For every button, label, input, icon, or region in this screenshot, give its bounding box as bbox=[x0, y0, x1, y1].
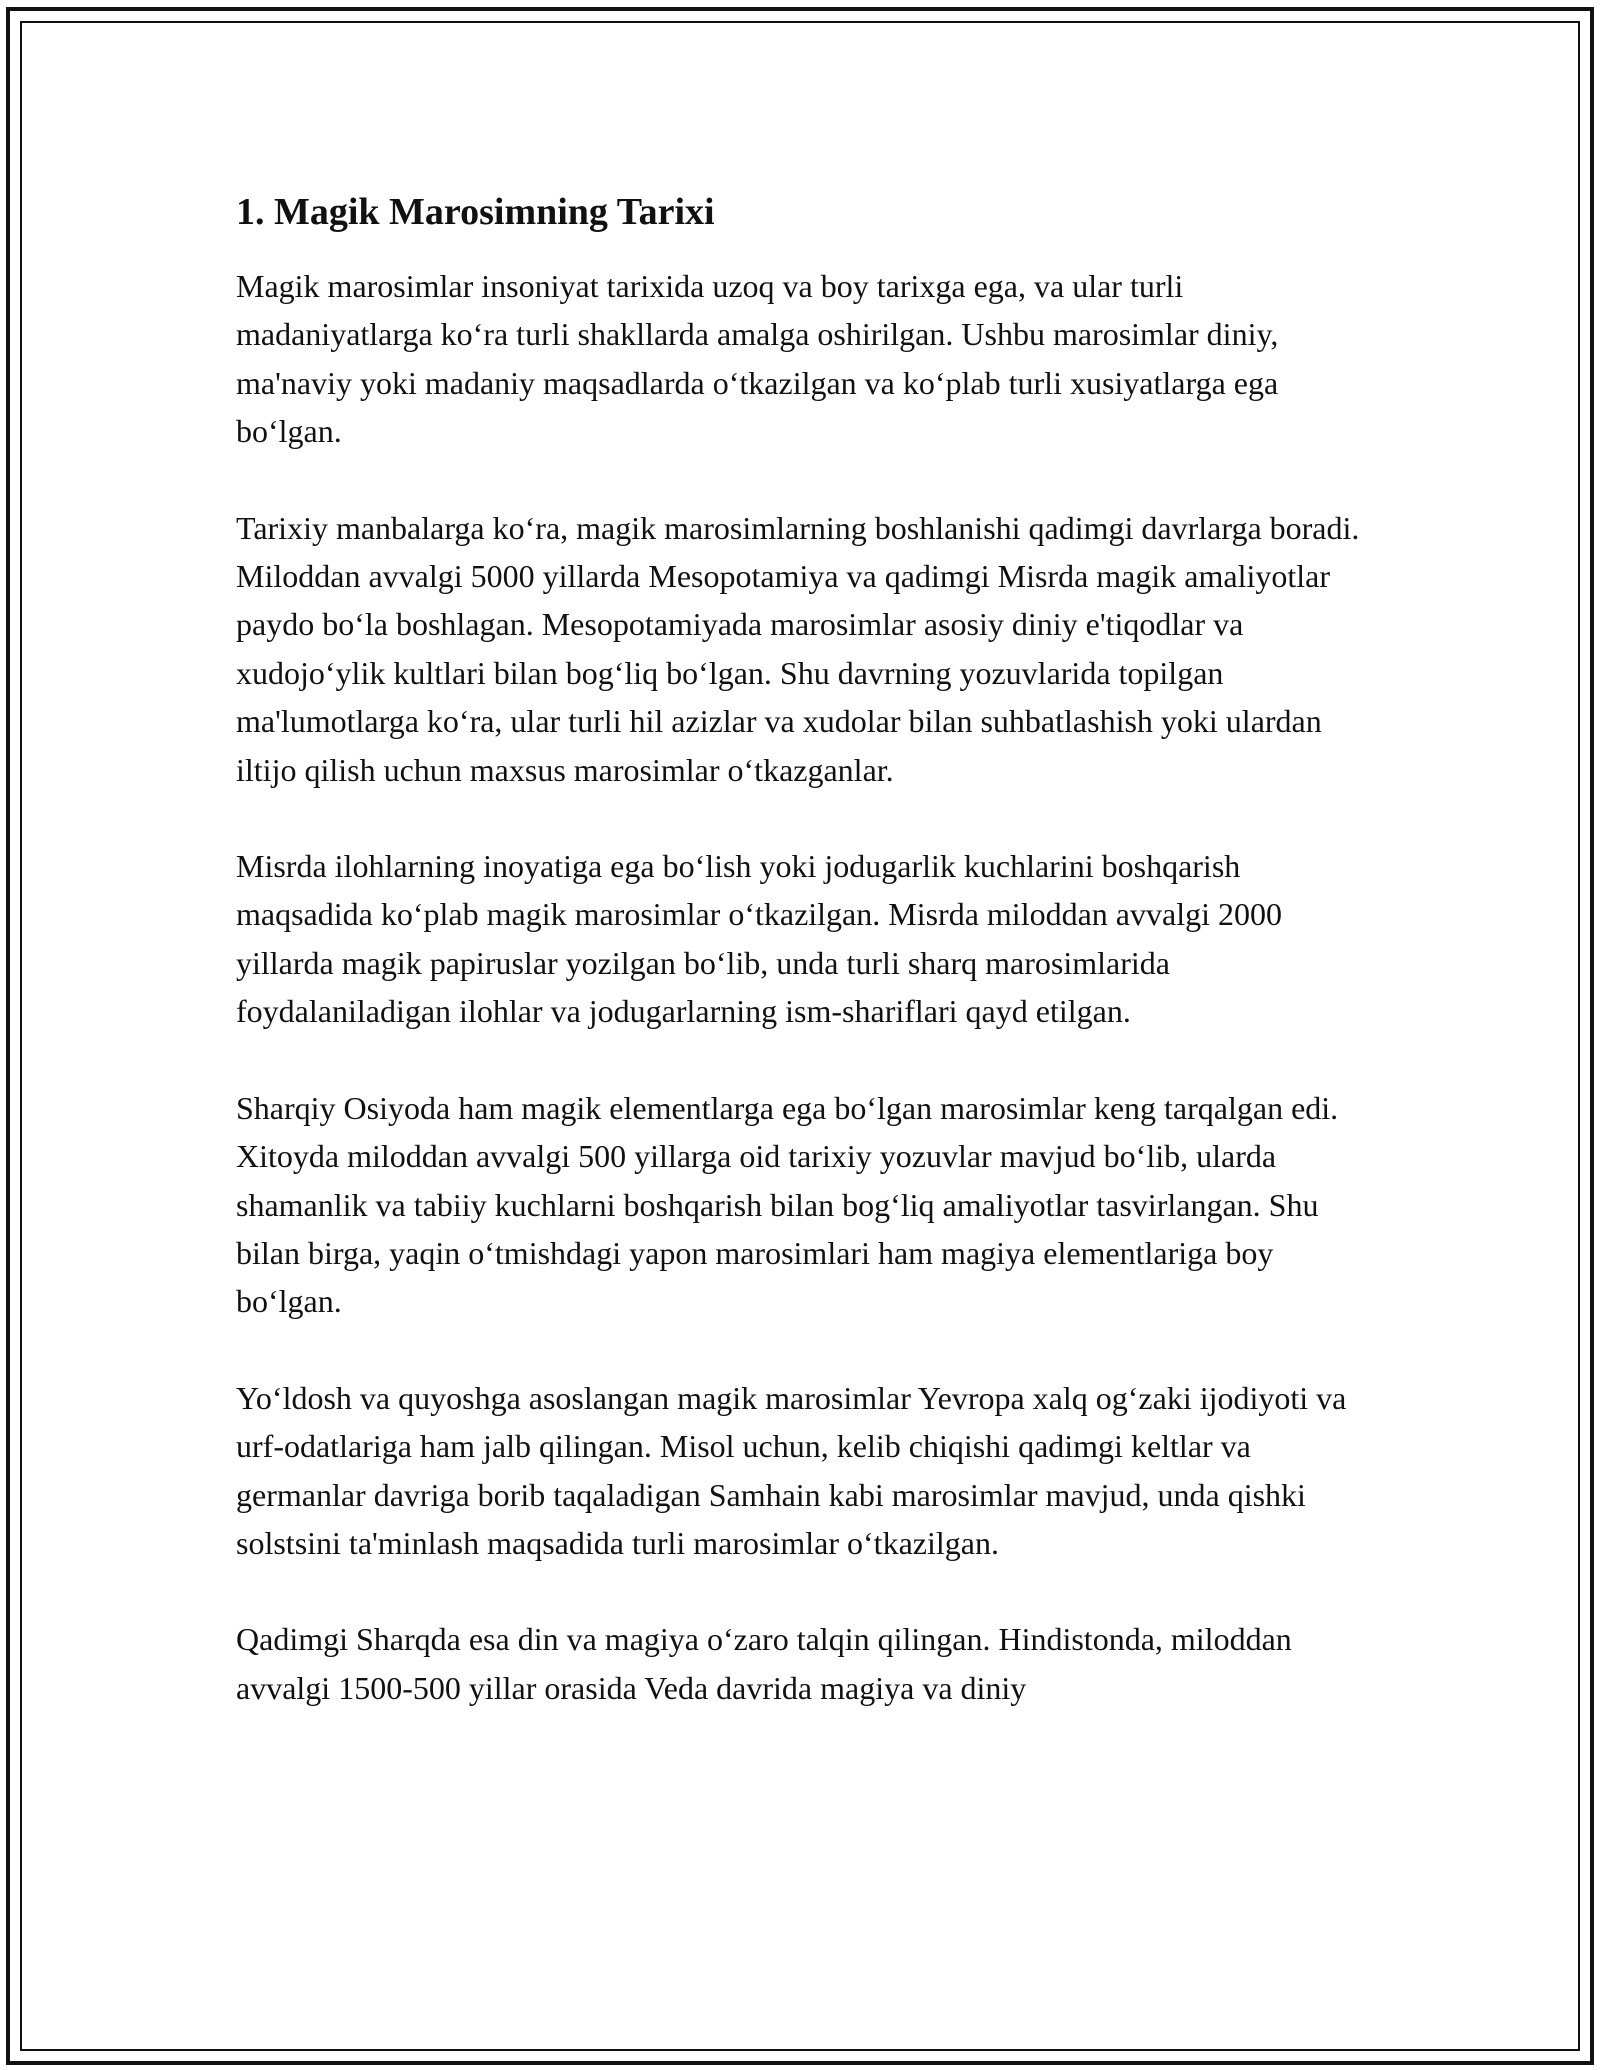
paragraph-1: Magik marosimlar insoniyat tarixida uzoq va boy tarixga ega, va ular turli madaniyatlarga ko‘ra turli shakllarda amalga oshirilgan. Ushbu marosimlar diniy, ma'naviy yoki madaniy maqsadlarda o‘tkazilgan va ko‘plab turli xusiyatlarga ega bo‘lgan. bbox=[236, 268, 1279, 450]
paragraph-2: Tarixiy manbalarga ko‘ra, magik marosimlarning boshlanishi qadimgi davrlarga boradi. Miloddan avvalgi 5000 yillarda Mesopotamiya va qadimgi Misrda magik amaliyotlar paydo bo‘la boshlagan. Mesopotamiyada marosimlar asosiy diniy e'tiqodlar va xudojo‘ylik kultlari bilan bog‘liq bo‘lgan. Shu davrning yozuvlarida topilgan ma'lumotlarga ko‘ra, ular turli hil azizlar va xudolar bilan suhbatlashish yoki ulardan iltijo qilish uchun maxsus marosimlar o‘tkazganlar. bbox=[236, 509, 1360, 788]
paragraph-4: Sharqiy Osiyoda ham magik elementlarga ega bo‘lgan marosimlar keng tarqalgan edi. Xitoyda miloddan avvalgi 500 yillarga oid tarixiy yozuvlar mavjud bo‘lib, ularda shamanlik va tabiiy kuchlarni boshqarish bilan bog‘liq amaliyotlar tasvirlangan. Shu bilan birga, yaqin o‘tmishdagi yapon marosimlari ham magiya elementlariga boy bo‘lgan. bbox=[236, 1089, 1339, 1320]
paragraph-5: Yo‘ldosh va quyoshga asoslangan magik marosimlar Yevropa xalq og‘zaki ijodiyoti va urf-odatlariga ham jalb qilingan. Misol uchun, kelib chiqishi qadimgi keltlar va germanlar davriga borib taqaladigan Samhain kabi marosimlar mavjud, unda qishki solstsini ta'minlash maqsadida turli marosimlar o‘tkazilgan. bbox=[236, 1379, 1347, 1561]
paragraph-6: Qadimgi Sharqda esa din va magiya o‘zaro talqin qilingan. Hindistonda, miloddan avvalgi 1500-500 yillar orasida Veda davrida magiya va diniy bbox=[236, 1621, 1292, 1706]
document-body bbox=[236, 188, 1376, 1760]
paragraph-3: Misrda ilohlarning inoyatiga ega bo‘lish yoki jodugarlik kuchlarini boshqarish maqsadida ko‘plab magik marosimlar o‘tkazilgan. Misrda miloddan avvalgi 2000 yillarda magik papiruslar yozilgan bo‘lib, unda turli sharq marosimlarida foydalaniladigan ilohlar va jodugarlarning ism-shariflari qayd etilgan. bbox=[236, 848, 1282, 1030]
section-heading: 1. Magik Marosimning Tarixi bbox=[236, 191, 715, 233]
